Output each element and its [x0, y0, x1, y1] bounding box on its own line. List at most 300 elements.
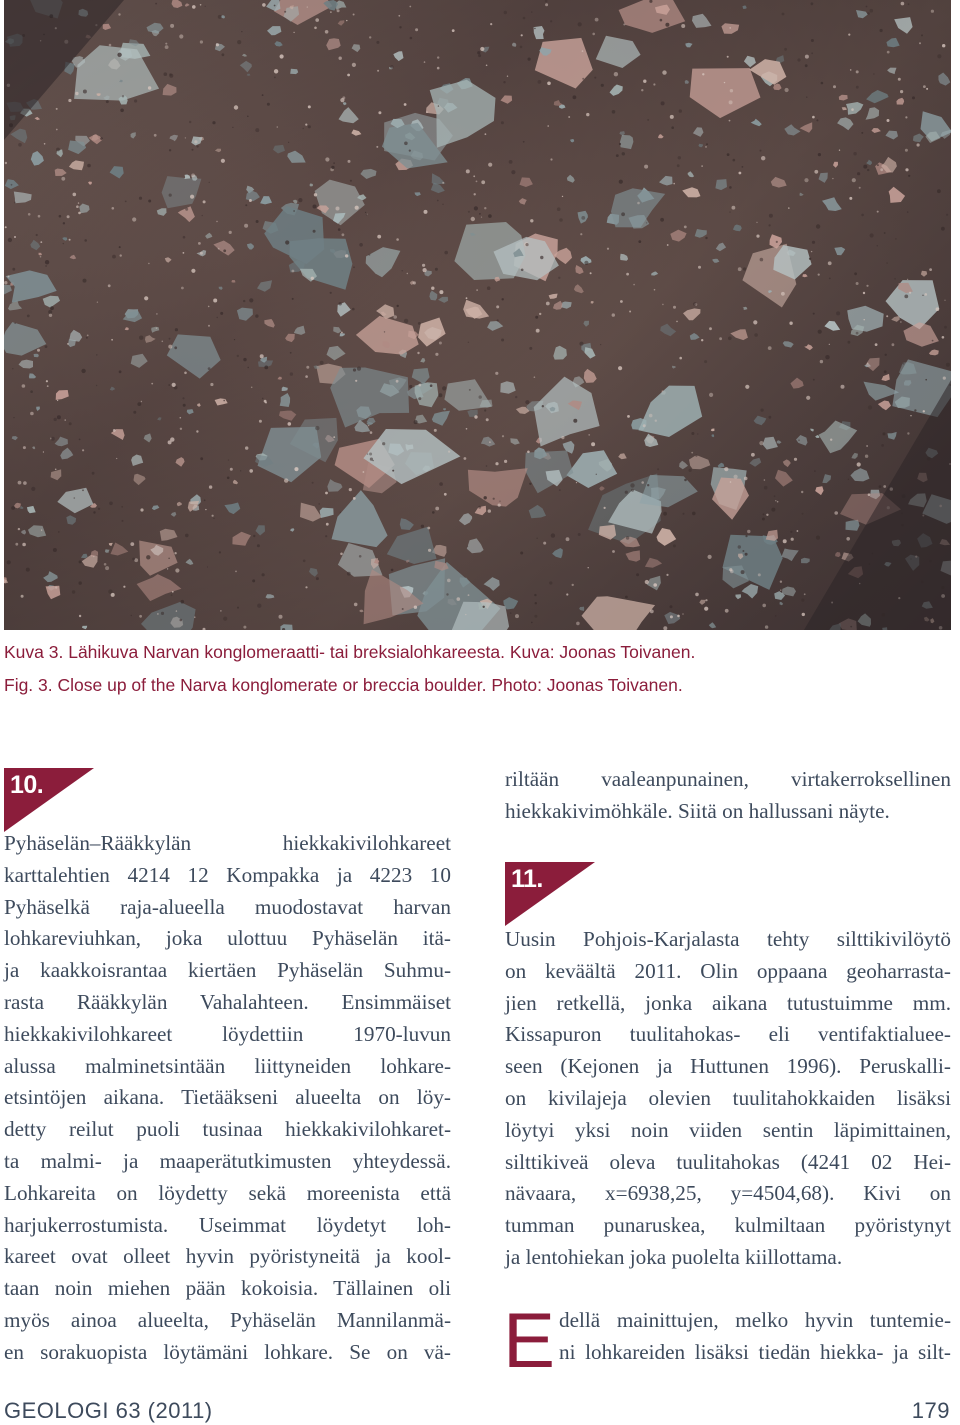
rock-speckle — [498, 504, 501, 507]
rock-speckle — [677, 164, 680, 167]
rock-speckle — [677, 615, 680, 618]
rock-speckle — [262, 3, 266, 7]
rock-clast — [692, 14, 712, 28]
rock-clast — [583, 321, 589, 327]
rock-speckle — [495, 462, 498, 465]
rock-speckle — [698, 266, 701, 269]
rock-speckle — [183, 252, 185, 254]
rock-speckle — [116, 458, 117, 459]
rock-clast — [718, 463, 725, 468]
rock-speckle — [729, 211, 730, 212]
rock-speckle — [625, 596, 628, 599]
rock-speckle — [883, 485, 886, 488]
rock-speckle — [56, 148, 60, 152]
rock-speckle — [588, 434, 590, 436]
rock-clast — [186, 559, 194, 565]
rock-clast — [167, 334, 221, 378]
rock-clast — [21, 530, 26, 535]
rock-speckle — [249, 199, 252, 202]
rock-speckle — [285, 240, 289, 244]
rock-speckle — [256, 220, 259, 223]
rock-speckle — [630, 483, 634, 487]
rock-clast — [670, 230, 686, 242]
rock-clast — [247, 74, 251, 76]
rock-speckle — [292, 270, 295, 273]
rock-clast — [215, 149, 221, 153]
rock-speckle — [631, 489, 634, 492]
rock-speckle — [122, 520, 124, 522]
rock-speckle — [392, 470, 394, 472]
rock-speckle — [623, 24, 625, 26]
rock-speckle — [22, 384, 26, 388]
rock-speckle — [559, 218, 563, 222]
rock-clast — [730, 329, 748, 340]
rock-clast — [645, 558, 662, 568]
rock-speckle — [46, 380, 48, 382]
rock-clast — [846, 520, 860, 531]
rock-speckle — [183, 404, 186, 407]
rock-clast — [878, 401, 891, 411]
rock-speckle — [907, 279, 908, 280]
rock-speckle — [191, 174, 195, 178]
rock-speckle — [241, 31, 242, 32]
rock-clast — [833, 162, 838, 168]
rock-clast — [28, 525, 46, 537]
rock-clast — [415, 192, 421, 196]
rock-speckle — [200, 40, 203, 43]
rock-speckle — [621, 212, 625, 216]
rock-speckle — [333, 436, 335, 438]
rock-speckle — [728, 337, 732, 341]
rock-speckle — [121, 506, 123, 508]
rock-speckle — [267, 103, 270, 106]
rock-clast — [300, 503, 322, 522]
rock-speckle — [437, 200, 439, 202]
rock-speckle — [908, 3, 910, 5]
rock-clast — [163, 84, 177, 96]
rock-clast — [735, 594, 741, 599]
rock-speckle — [87, 164, 91, 168]
rock-speckle — [692, 512, 696, 516]
rock-clast — [749, 458, 761, 467]
rock-speckle — [220, 610, 221, 611]
text-line: rasta Rääkkylän Vahalahteen. Ensimmäiset — [4, 989, 451, 1014]
rock-speckle — [471, 217, 475, 221]
rock-speckle — [856, 332, 859, 335]
rock-speckle — [439, 342, 442, 345]
rock-clast — [647, 576, 661, 591]
rock-speckle — [18, 481, 22, 485]
rock-clast — [529, 505, 546, 518]
rock-speckle — [213, 299, 217, 303]
rock-speckle — [303, 560, 306, 563]
rock-speckle — [320, 361, 324, 365]
rock-speckle — [727, 56, 729, 58]
rock-speckle — [117, 53, 121, 57]
rock-speckle — [354, 603, 358, 607]
rock-speckle — [118, 13, 120, 15]
rock-speckle — [691, 432, 694, 435]
rock-speckle — [653, 83, 655, 85]
rock-speckle — [883, 432, 886, 435]
rock-speckle — [478, 506, 481, 509]
rock-speckle — [13, 417, 14, 418]
rock-speckle — [14, 236, 16, 238]
rock-speckle — [875, 343, 878, 346]
rock-speckle — [352, 63, 356, 67]
rock-speckle — [407, 273, 408, 274]
rock-speckle — [391, 569, 394, 572]
rock-clast — [111, 543, 129, 556]
rock-speckle — [886, 262, 888, 264]
rock-speckle — [442, 386, 446, 390]
rock-speckle — [253, 535, 255, 537]
rock-speckle — [82, 449, 84, 451]
rock-speckle — [572, 584, 574, 586]
rock-speckle — [670, 115, 674, 119]
rock-clast — [784, 124, 800, 135]
rock-clast — [34, 354, 39, 358]
rock-speckle — [765, 625, 768, 628]
rock-speckle — [55, 586, 57, 588]
rock-clast — [584, 369, 597, 383]
rock-speckle — [641, 481, 644, 484]
rock-speckle — [523, 141, 525, 143]
rock-speckle — [894, 278, 896, 280]
rock-clast — [842, 107, 847, 110]
rock-speckle — [184, 372, 187, 375]
rock-speckle — [274, 69, 278, 73]
rock-speckle — [78, 202, 79, 203]
text-line: alussa malminetsintään liittyneiden lohkare- — [4, 1053, 451, 1078]
rock-speckle — [742, 166, 744, 168]
rock-speckle — [813, 313, 815, 315]
rock-speckle — [489, 441, 491, 443]
rock-speckle — [342, 233, 345, 236]
rock-clast — [561, 302, 572, 309]
rock-speckle — [582, 78, 584, 80]
rock-speckle — [638, 240, 641, 243]
rock-speckle — [607, 248, 609, 250]
rock-speckle — [902, 363, 904, 365]
rock-speckle — [468, 342, 469, 343]
rock-clast — [599, 486, 604, 490]
rock-speckle — [424, 61, 426, 63]
rock-speckle — [806, 396, 810, 400]
rock-speckle — [515, 396, 517, 398]
rock-speckle — [11, 506, 15, 510]
rock-speckle — [641, 89, 643, 91]
rock-speckle — [466, 297, 468, 299]
rock-clast — [184, 175, 190, 180]
rock-speckle — [683, 513, 685, 515]
rock-speckle — [647, 484, 649, 486]
rock-speckle — [521, 34, 523, 36]
rock-clast — [866, 107, 880, 119]
rock-speckle — [501, 121, 504, 124]
rock-speckle — [325, 492, 328, 495]
rock-clast — [744, 56, 756, 68]
rock-clast — [157, 417, 161, 420]
rock-speckle — [448, 451, 450, 453]
rock-speckle — [663, 512, 667, 516]
rock-speckle — [663, 626, 667, 630]
rock-clast — [685, 43, 692, 48]
rock-speckle — [867, 363, 869, 365]
journal-footer: GEOLOGI 63 (2011) — [4, 1398, 213, 1423]
rock-speckle — [172, 591, 174, 593]
rock-speckle — [245, 446, 248, 449]
rock-speckle — [841, 385, 845, 389]
rock-speckle — [627, 415, 630, 418]
rock-speckle — [298, 198, 302, 202]
rock-clast — [343, 102, 347, 105]
rock-speckle — [353, 368, 356, 371]
rock-speckle — [814, 470, 816, 472]
rock-speckle — [629, 311, 631, 313]
rock-speckle — [293, 32, 294, 33]
rock-clast — [4, 322, 46, 356]
rock-speckle — [47, 385, 49, 387]
rock-speckle — [520, 552, 523, 555]
rock-clast — [591, 301, 594, 304]
rock-speckle — [437, 67, 440, 70]
rock-speckle — [729, 120, 731, 122]
rock-speckle — [568, 116, 570, 118]
rock-speckle — [766, 514, 768, 516]
rock-clast — [400, 518, 414, 530]
rock-speckle — [829, 278, 831, 280]
rock-clast — [638, 386, 702, 437]
rock-speckle — [146, 555, 150, 559]
rock-speckle — [856, 86, 859, 89]
rock-clast — [520, 177, 533, 187]
rock-clast — [846, 102, 863, 115]
rock-speckle — [538, 80, 542, 84]
rock-speckle — [154, 134, 157, 137]
rock-clast — [257, 280, 272, 292]
rock-speckle — [203, 200, 206, 203]
rock-clast — [819, 421, 858, 454]
rock-clast — [105, 549, 110, 552]
rock-clast — [247, 243, 254, 249]
rock-speckle — [26, 568, 30, 572]
rock-speckle — [480, 47, 484, 51]
rock-speckle — [619, 180, 623, 184]
rock-speckle — [243, 300, 245, 302]
rock-speckle — [887, 119, 890, 122]
rock-speckle — [852, 178, 856, 182]
rock-speckle — [378, 111, 381, 114]
rock-speckle — [113, 429, 116, 432]
rock-speckle — [144, 296, 148, 300]
rock-clast — [886, 38, 899, 47]
rock-speckle — [725, 609, 729, 613]
rock-speckle — [644, 165, 648, 169]
rock-speckle — [646, 222, 647, 223]
rock-speckle — [879, 485, 882, 488]
rock-speckle — [476, 181, 478, 183]
rock-clast — [695, 229, 707, 238]
rock-speckle — [67, 215, 70, 218]
rock-speckle — [849, 197, 852, 200]
rock-speckle — [255, 314, 258, 317]
rock-speckle — [7, 560, 11, 564]
rock-speckle — [914, 409, 916, 411]
rock-speckle — [194, 140, 197, 143]
rock-clast — [866, 90, 889, 103]
rock-clast — [320, 508, 334, 518]
rock-speckle — [665, 23, 669, 27]
rock-speckle — [724, 467, 728, 471]
rock-speckle — [760, 258, 764, 262]
rock-speckle — [797, 530, 799, 532]
rock-speckle — [545, 0, 548, 2]
rock-speckle — [738, 545, 741, 548]
rock-speckle — [832, 178, 833, 179]
rock-speckle — [622, 152, 625, 155]
rock-speckle — [182, 397, 184, 399]
text-line: tumman punaruskea, kulmiltaan pyöristynyt — [505, 1213, 951, 1238]
rock-speckle — [944, 300, 945, 301]
text-line: karttalehtien 4214 12 Kompakka ja 4223 10 — [4, 862, 451, 887]
rock-clast — [913, 134, 924, 143]
rock-speckle — [729, 27, 731, 29]
rock-speckle — [923, 85, 926, 88]
rock-clast — [110, 166, 124, 178]
rock-speckle — [217, 317, 218, 318]
rock-speckle — [557, 207, 561, 211]
rock-clast — [620, 254, 628, 261]
rock-clast — [800, 193, 804, 196]
rock-speckle — [866, 285, 868, 287]
rock-speckle — [232, 127, 233, 128]
rock-speckle — [937, 189, 941, 193]
rock-speckle — [676, 321, 678, 323]
rock-speckle — [294, 467, 298, 471]
rock-speckle — [168, 440, 172, 444]
rock-speckle — [856, 282, 859, 285]
rock-clast — [273, 145, 285, 154]
rock-clast — [31, 151, 44, 166]
rock-speckle — [769, 214, 773, 218]
rock-clast — [903, 322, 939, 347]
rock-speckle — [818, 330, 822, 334]
rock-speckle — [484, 409, 486, 411]
rock-clast — [360, 169, 376, 179]
rock-speckle — [120, 254, 122, 256]
rock-speckle — [307, 6, 308, 7]
rock-speckle — [134, 99, 137, 102]
rock-speckle — [264, 366, 268, 370]
rock-speckle — [805, 64, 808, 67]
rock-clast — [711, 428, 715, 431]
rock-clast — [240, 61, 252, 73]
text-line: hiekkakivimöhkäle. Siitä on hallussani näyte. — [505, 798, 890, 823]
rock-speckle — [87, 335, 89, 337]
rock-clast — [856, 10, 868, 18]
rock-speckle — [292, 298, 294, 300]
rock-speckle — [313, 230, 316, 233]
rock-speckle — [596, 474, 597, 475]
next-section-text — [503, 1296, 951, 1384]
rock-speckle — [604, 507, 606, 509]
rock-clast — [766, 530, 778, 541]
rock-speckle — [45, 265, 47, 267]
rock-speckle — [546, 302, 550, 306]
rock-speckle — [340, 553, 343, 556]
rock-speckle — [341, 332, 343, 334]
rock-speckle — [851, 108, 854, 111]
rock-speckle — [543, 542, 546, 545]
rock-speckle — [45, 345, 48, 348]
rock-clast — [683, 308, 701, 320]
rock-clast — [487, 321, 503, 331]
rock-speckle — [366, 214, 368, 216]
rock-speckle — [806, 97, 807, 98]
rock-clast — [147, 23, 164, 34]
rock-speckle — [695, 593, 699, 597]
rock-speckle — [474, 193, 476, 195]
rock-speckle — [833, 85, 836, 88]
rock-speckle — [573, 419, 577, 423]
rock-speckle — [190, 195, 194, 199]
rock-speckle — [36, 234, 38, 236]
rock-clast — [351, 130, 361, 136]
rock-speckle — [724, 82, 725, 83]
rock-speckle — [540, 256, 543, 259]
rock-speckle — [477, 51, 480, 54]
rock-speckle — [733, 159, 736, 162]
rock-speckle — [729, 100, 733, 104]
rock-speckle — [365, 212, 366, 213]
rock-clast — [10, 129, 27, 144]
rock-clast — [144, 433, 152, 442]
rock-clast — [742, 584, 759, 599]
rock-clast — [339, 107, 359, 123]
rock-clast — [549, 294, 558, 299]
rock-clast — [237, 308, 253, 321]
rock-speckle — [868, 493, 871, 496]
rock-speckle — [780, 590, 781, 591]
rock-speckle — [402, 608, 404, 610]
rock-clast — [871, 128, 881, 133]
rock-speckle — [863, 292, 865, 294]
rock-speckle — [249, 298, 253, 302]
rock-speckle — [336, 207, 340, 211]
rock-speckle — [431, 287, 434, 290]
rock-speckle — [368, 254, 370, 256]
rock-clast — [14, 192, 32, 204]
rock-clast — [467, 538, 484, 553]
rock-speckle — [249, 469, 253, 473]
rock-speckle — [305, 586, 307, 588]
rock-speckle — [821, 82, 824, 85]
rock-speckle — [816, 536, 820, 540]
rock-speckle — [785, 88, 789, 92]
rock-speckle — [730, 481, 732, 483]
rock-speckle — [23, 446, 26, 449]
rock-speckle — [82, 489, 84, 491]
rock-speckle — [502, 298, 504, 300]
rock-speckle — [444, 493, 447, 496]
rock-speckle — [355, 206, 359, 210]
rock-speckle — [709, 327, 712, 330]
rock-clast — [420, 358, 425, 363]
rock-speckle — [931, 10, 934, 13]
rock-speckle — [578, 533, 581, 536]
rock-speckle — [576, 482, 577, 483]
